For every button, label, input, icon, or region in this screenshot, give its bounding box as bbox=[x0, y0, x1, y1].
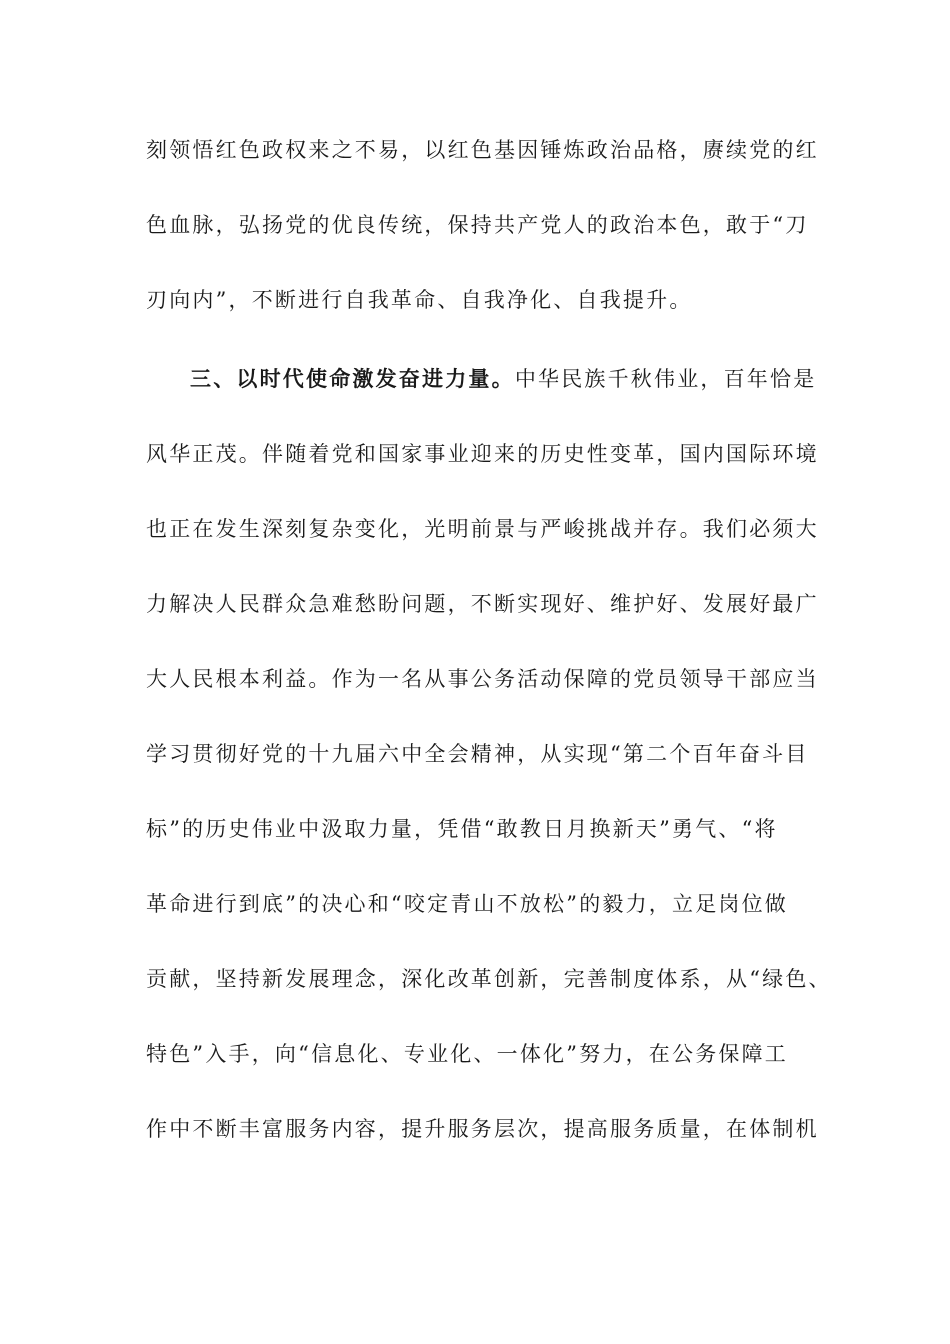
text-line: 作中不断丰富服务内容，提升服务层次，提高服务质量，在体制机 bbox=[146, 1117, 819, 1141]
section-heading-line bbox=[146, 359, 826, 434]
text-line: 色血脉，弘扬党的优良传统，保持共产党人的政治本色，敢于“刀 bbox=[146, 213, 809, 237]
text-line: 大人民根本利益。作为一名从事公务活动保障的党员领导干部应当 bbox=[146, 667, 819, 691]
body-text bbox=[146, 130, 832, 1184]
section-text: 中华民族千秋伟业，百年恰是 bbox=[514, 367, 817, 391]
text-line: 贡献，坚持新发展理念，深化改革创新，完善制度体系，从“绿色、 bbox=[146, 967, 832, 991]
text-line: 革命进行到底”的决心和“咬定青山不放松”的毅力，立足岗位做 bbox=[146, 892, 789, 916]
text-line: 刻领悟红色政权来之不易，以红色基因锤炼政治品格，赓续党的红 bbox=[146, 138, 819, 162]
text-line: 学习贯彻好党的十九届六中全会精神，从实现“第二个百年奋斗目 bbox=[146, 742, 809, 766]
text-line: 标”的历史伟业中汲取力量，凭借“敢教日月换新天”勇气、“将 bbox=[146, 817, 778, 841]
text-line: 刃向内”，不断进行自我革命、自我净化、自我提升。 bbox=[146, 288, 693, 312]
text-line: 风华正茂。伴随着党和国家事业迎来的历史性变革，国内国际环境 bbox=[146, 442, 819, 466]
text-line: 力解决人民群众急难愁盼问题，不断实现好、维护好、发展好最广 bbox=[146, 592, 819, 616]
text-line: 也正在发生深刻复杂变化，光明前景与严峻挑战并存。我们必须大 bbox=[146, 517, 819, 541]
text-line: 特色”入手，向“信息化、专业化、一体化”努力，在公务保障工 bbox=[146, 1042, 789, 1066]
section-heading: 三、以时代使命激发奋进力量。 bbox=[190, 366, 515, 391]
